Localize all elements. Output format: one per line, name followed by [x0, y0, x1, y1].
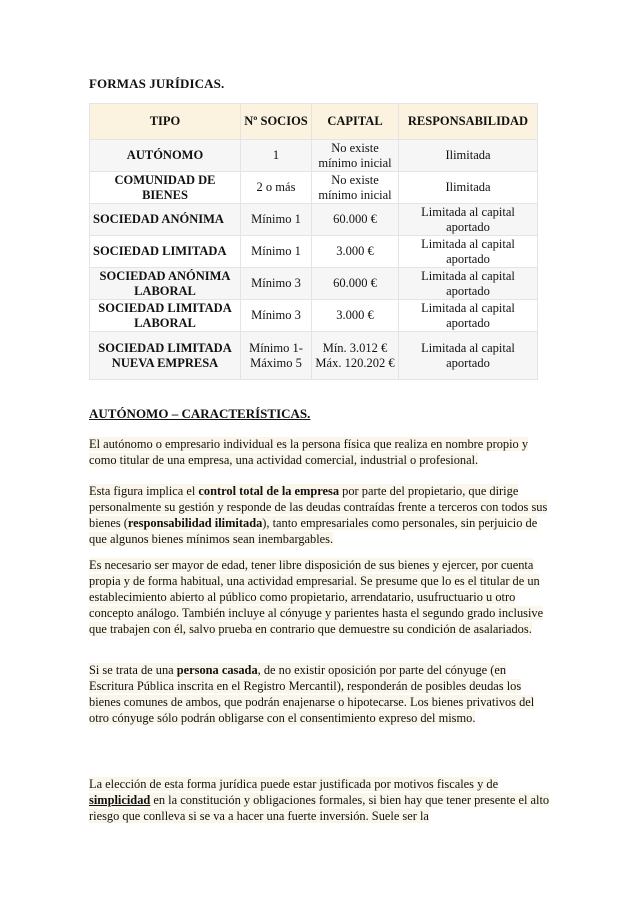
header-responsabilidad: RESPONSABILIDAD — [399, 104, 538, 140]
table-header-row — [90, 104, 538, 140]
paragraph-text: Esta figura implica el — [89, 484, 199, 498]
paragraph-text: La elección de esta forma jurídica puede estar justificada por motivos fiscales y de — [89, 777, 499, 791]
cell-capital: Mín. 3.012 € Máx. 120.202 € — [312, 332, 399, 380]
table-row — [90, 300, 538, 332]
header-socios: Nº SOCIOS — [241, 104, 312, 140]
bold-term: persona casada — [176, 663, 258, 677]
bold-term: control total de la empresa — [198, 484, 340, 498]
cell-tipo: SOCIEDAD LIMITADA NUEVA EMPRESA — [90, 332, 241, 380]
cell-tipo: COMUNIDAD DE BIENES — [90, 172, 241, 204]
cell-responsabilidad: Limitada al capital aportado — [399, 204, 538, 236]
table-row — [90, 236, 538, 268]
paragraph — [89, 557, 551, 637]
cell-responsabilidad: Ilimitada — [399, 140, 538, 172]
paragraph-text: por parte del propietario, que dirige personalmente su gestión y responde de las deudas contraídas frente a terceros con todos sus bienes ( — [89, 484, 548, 530]
bold-term: responsabilidad ilimitada — [127, 516, 263, 530]
cell-socios: Mínimo 1 — [241, 236, 312, 268]
cell-capital: No existe mínimo inicial — [312, 172, 399, 204]
cell-socios: Mínimo 1- Máximo 5 — [241, 332, 312, 380]
cell-socios: 1 — [241, 140, 312, 172]
cell-capital: 3.000 € — [312, 300, 399, 332]
cell-tipo: SOCIEDAD LIMITADA LABORAL — [90, 300, 241, 332]
header-tipo: TIPO — [90, 104, 241, 140]
paragraph — [89, 436, 551, 468]
section-title: AUTÓNOMO – CARACTERÍSTICAS. — [89, 406, 311, 421]
cell-capital: 60.000 € — [312, 204, 399, 236]
page-title: FORMAS JURÍDICAS. — [89, 76, 225, 91]
cell-tipo: SOCIEDAD LIMITADA — [90, 236, 241, 268]
cell-responsabilidad: Limitada al capital aportado — [399, 332, 538, 380]
cell-responsabilidad: Ilimitada — [399, 172, 538, 204]
cell-tipo: SOCIEDAD ANÓNIMA — [90, 204, 241, 236]
paragraph — [89, 483, 551, 547]
cell-tipo: SOCIEDAD ANÓNIMA LABORAL — [90, 268, 241, 300]
table-row — [90, 204, 538, 236]
cell-socios: 2 o más — [241, 172, 312, 204]
cell-capital: No existe mínimo inicial — [312, 140, 399, 172]
paragraph-text: , de no existir oposición por parte del cónyuge (en Escritura Pública inscrita en el Registro Mercantil), responderán de posibles deudas los bienes comunes de ambos, que podrán enajenarse o hipotecarse. Los bienes privativos del otro cónyuge sólo podrán obligarse con el consentimiento expreso del mismo. — [89, 663, 535, 725]
paragraph-text: Si se trata de una — [89, 663, 177, 677]
table-row — [90, 332, 538, 380]
paragraph-text: El autónomo o empresario individual es la persona física que realiza en nombre propio y como titular de una empresa, una actividad comercial, industrial o profesional. — [89, 437, 529, 467]
table-row — [90, 172, 538, 204]
cell-responsabilidad: Limitada al capital aportado — [399, 268, 538, 300]
table-row — [90, 268, 538, 300]
header-capital: CAPITAL — [312, 104, 399, 140]
cell-responsabilidad: Limitada al capital aportado — [399, 236, 538, 268]
legal-forms-table — [89, 103, 538, 380]
paragraph — [89, 662, 551, 726]
paragraph-text: Es necesario ser mayor de edad, tener libre disposición de sus bienes y ejercer, por cuenta propia y de forma habitual, una actividad empresarial. Se presume que lo es el titular de un establecimiento abierto al público como propietario, arrendatario, usufructuario u otro concepto análogo. También incluye al cónyuge y parientes hasta el segundo grado inclusive que trabajen con él, salvo prueba en contrario que demuestre su condición de asalariados. — [89, 558, 544, 636]
cell-socios: Mínimo 3 — [241, 300, 312, 332]
cell-socios: Mínimo 3 — [241, 268, 312, 300]
paragraph-text: ), tanto empresariales como personales, sin perjuicio de que algunos bienes mínimos sean inembargables. — [89, 516, 538, 546]
cell-tipo: AUTÓNOMO — [90, 140, 241, 172]
cell-capital: 3.000 € — [312, 236, 399, 268]
paragraph-text: en la constitución y obligaciones formales, si bien hay que tener presente el alto riesgo que conlleva si se va a hacer una fuerte inversión. Suele ser la — [89, 793, 550, 823]
cell-socios: Mínimo 1 — [241, 204, 312, 236]
cell-capital: 60.000 € — [312, 268, 399, 300]
table-row — [90, 140, 538, 172]
paragraph — [89, 776, 551, 824]
cell-responsabilidad: Limitada al capital aportado — [399, 300, 538, 332]
underlined-term: simplicidad — [89, 793, 151, 807]
